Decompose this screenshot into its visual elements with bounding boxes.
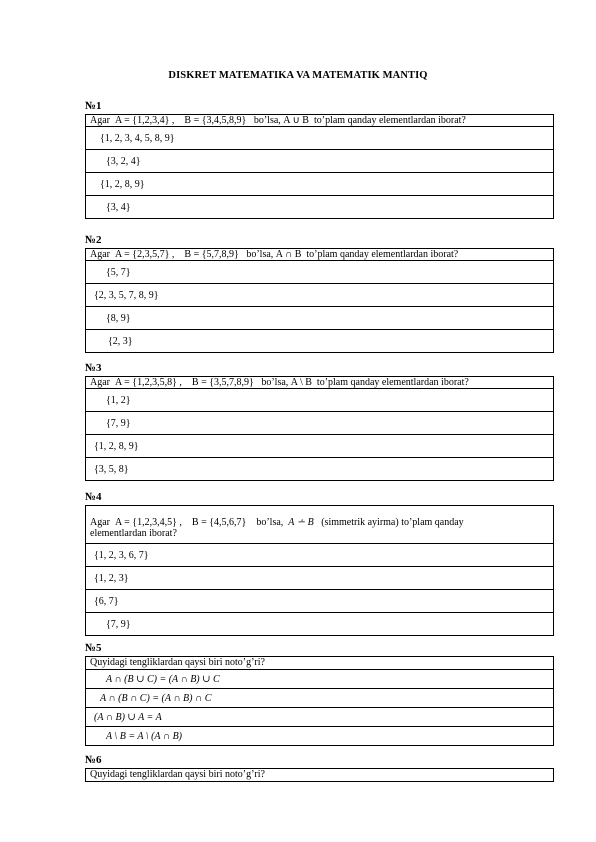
stem-prefix: Agar xyxy=(90,377,110,388)
question-2 xyxy=(85,232,554,353)
set-b: B = {3,4,5,8,9} xyxy=(184,115,247,126)
question-number: №4 xyxy=(85,491,102,503)
stem-suffix: to’plam qanday elementlardan iborat? xyxy=(306,249,459,260)
question-number: №1 xyxy=(85,100,102,112)
stem-prefix: Agar xyxy=(90,517,110,528)
stem-mid: bo’lsa, xyxy=(253,115,281,126)
question-1 xyxy=(85,98,554,219)
stem-suffix: (simmetrik ayirma) to’plam qanday xyxy=(321,517,464,528)
stem-mid: bo’lsa, xyxy=(246,249,274,260)
question-stem: Quyidagi tengliklardan qaysi biri noto’g’ri? xyxy=(86,657,554,670)
set-a: A = {2,3,5,7} , xyxy=(115,249,175,260)
answer-option[interactable]: {1, 2, 8, 9} xyxy=(86,173,554,196)
question-number: №5 xyxy=(85,642,102,654)
stem-prefix: Agar xyxy=(90,115,110,126)
set-operation: A ∸ B xyxy=(288,517,314,528)
question-5 xyxy=(85,640,554,746)
stem-suffix: to’plam qanday elementlardan iborat? xyxy=(313,115,466,126)
stem-mid: bo’lsa, xyxy=(261,377,289,388)
answer-option[interactable]: {8, 9} xyxy=(86,307,554,330)
stem-line-2: elementlardan iborat? xyxy=(90,528,177,539)
question-number: №2 xyxy=(85,234,102,246)
set-a: A = {1,2,3,5,8} , xyxy=(115,377,182,388)
answer-option[interactable]: {7, 9} xyxy=(86,613,554,636)
answer-option[interactable]: {2, 3, 5, 7, 8, 9} xyxy=(86,284,554,307)
answer-option[interactable]: {2, 3} xyxy=(86,330,554,353)
question-table xyxy=(85,505,554,636)
question-stem xyxy=(86,115,554,127)
question-stem: Quyidagi tengliklardan qaysi biri noto’g’ri? xyxy=(86,769,554,782)
set-a: A = {1,2,3,4} , xyxy=(115,115,175,126)
question-3 xyxy=(85,360,554,481)
answer-option[interactable]: (A ∩ B) ∪ A = A xyxy=(86,708,554,727)
answer-option[interactable]: {6, 7} xyxy=(86,590,554,613)
question-table xyxy=(85,248,554,353)
question-table xyxy=(85,656,554,746)
answer-option[interactable]: {1, 2, 3, 4, 5, 8, 9} xyxy=(86,127,554,150)
set-a: A = {1,2,3,4,5} , xyxy=(115,517,182,528)
set-operation: A ∩ B xyxy=(275,249,302,260)
set-b: B = {5,7,8,9} xyxy=(184,249,239,260)
question-4 xyxy=(85,489,554,636)
stem-mid: bo’lsa, xyxy=(256,517,284,528)
question-number: №3 xyxy=(85,362,102,374)
question-table xyxy=(85,114,554,219)
set-b: B = {3,5,7,8,9} xyxy=(191,377,254,388)
stem-prefix: Agar xyxy=(90,249,110,260)
set-b: B = {4,5,6,7} xyxy=(191,517,247,528)
question-stem xyxy=(86,249,554,261)
page-title: DISKRET MATEMATIKA VA MATEMATIK MANTIQ xyxy=(168,70,428,81)
answer-option[interactable]: A ∩ (B ∪ C) = (A ∩ B) ∪ C xyxy=(86,670,554,689)
question-number: №6 xyxy=(85,754,102,766)
answer-option[interactable]: {1, 2, 3, 6, 7} xyxy=(86,544,554,567)
answer-option[interactable]: A \ B = A \ (A ∩ B) xyxy=(86,727,554,746)
question-table xyxy=(85,768,554,782)
set-operation: A ∪ B xyxy=(283,115,309,126)
answer-option[interactable]: {7, 9} xyxy=(86,412,554,435)
question-table xyxy=(85,376,554,481)
answer-option[interactable]: {1, 2} xyxy=(86,389,554,412)
question-stem xyxy=(86,377,554,389)
set-operation: A \ B xyxy=(290,377,312,388)
answer-option[interactable]: A ∩ (B ∩ C) = (A ∩ B) ∩ C xyxy=(86,689,554,708)
answer-option[interactable]: {1, 2, 8, 9} xyxy=(86,435,554,458)
answer-option[interactable]: {3, 4} xyxy=(86,196,554,219)
question-stem xyxy=(86,506,554,544)
question-6 xyxy=(85,752,554,782)
answer-option[interactable]: {3, 5, 8} xyxy=(86,458,554,481)
stem-suffix: to’plam qanday elementlardan iborat? xyxy=(316,377,469,388)
answer-option[interactable]: {1, 2, 3} xyxy=(86,567,554,590)
answer-option[interactable]: {5, 7} xyxy=(86,261,554,284)
answer-option[interactable]: {3, 2, 4} xyxy=(86,150,554,173)
